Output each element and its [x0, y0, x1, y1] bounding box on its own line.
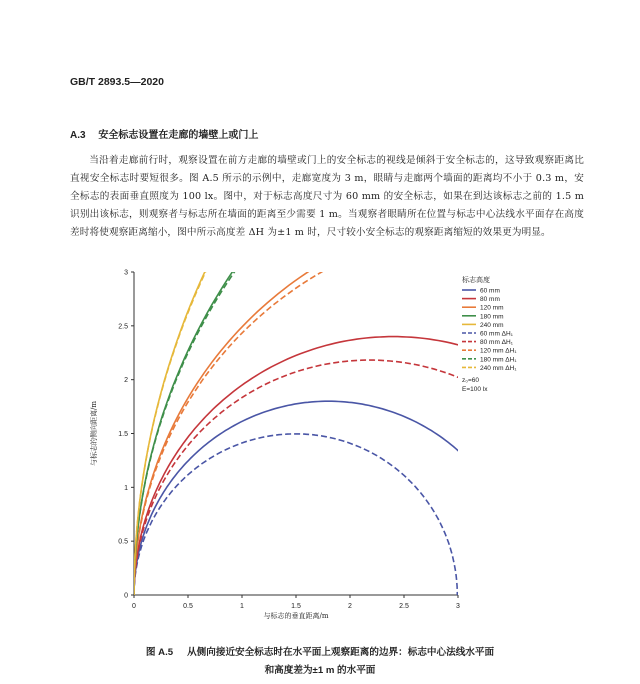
standard-code: GB/T 2893.5—2020	[70, 76, 164, 88]
figure-caption-line2: 和高度差为±1 m 的水平面	[264, 665, 376, 676]
x-tick-label: 1	[240, 603, 244, 610]
chart-legend	[462, 275, 517, 393]
series-line-9	[134, 0, 640, 595]
x-tick-label: 0	[132, 603, 136, 610]
legend-label-7: 120 mm ΔH₁	[480, 347, 517, 355]
chart-labels	[89, 270, 460, 621]
legend-note-1: E=100 lx	[462, 386, 488, 393]
figure-caption-line1: 从侧向接近安全标志时在水平面上观察距离的边界：标志中心法线水平面	[187, 647, 495, 658]
series-line-6	[134, 360, 605, 595]
series-line-7	[134, 223, 640, 595]
chart-curves	[134, 0, 640, 595]
legend-title: 标志高度	[462, 276, 490, 284]
x-tick-label: 1.5	[291, 603, 301, 610]
y-tick-label: 2.5	[118, 323, 128, 331]
series-line-1	[134, 337, 640, 595]
legend-label-0: 60 mm	[480, 287, 500, 295]
y-tick-label: 1.5	[118, 431, 128, 438]
legend-label-3: 180 mm	[480, 313, 504, 321]
legend-label-5: 60 mm ΔH₁	[480, 330, 513, 338]
y-tick-label: 0	[124, 592, 128, 600]
legend-label-6: 80 mm ΔH₁	[480, 339, 513, 347]
chart-axes	[131, 272, 458, 598]
legend-label-4: 240 mm	[480, 321, 504, 329]
section-number: A.3	[70, 130, 86, 141]
x-tick-label: 2.5	[399, 603, 409, 610]
series-line-8	[134, 24, 640, 595]
y-tick-label: 1	[124, 484, 128, 492]
x-tick-label: 3	[456, 603, 460, 610]
body-paragraph: 当沿着走廊前行时，观察设置在前方走廊的墙壁或门上的安全标志的视线是倾斜于安全标志的，这导致观察距离比直视安全标志时要短很多。图 A.5 所示的示例中，走廊宽度为 3 m，眼睛与走廊两个墙面的距离均不小于 0.3 m，安全标志的表面垂直照度为 100 lx。图中，对于标志高度尺寸为 60 mm 的安全标志，如果在到达该标志之前的 1.5 m 识别出该标志，则观察者与标志所在墙面的距离至少需要 1 m。当观察者眼睛所在位置与标志中心法线水平面存在高度差时将使观察距离缩小，图中所示高度差 ΔH 为±1 m 时，尺寸较小安全标志的观察距离缩短的效果更为明显。	[70, 155, 584, 239]
series-line-4	[134, 0, 640, 595]
legend-label-9: 240 mm ΔH₁	[480, 364, 517, 372]
series-line-3	[134, 14, 640, 595]
legend-label-2: 120 mm	[480, 304, 504, 312]
legend-label-8: 180 mm ΔH₁	[480, 356, 517, 364]
figure-caption	[0, 644, 640, 658]
figure-number: 图 A.5	[145, 647, 174, 658]
y-tick-label: 0.5	[118, 538, 128, 546]
legend-note-0: z₀=60	[462, 377, 479, 384]
y-tick-label: 2	[124, 377, 128, 385]
y-axis-title: 与标志的侧向距离/m	[90, 401, 98, 466]
x-tick-label: 0.5	[183, 603, 193, 610]
series-line-5	[134, 434, 457, 595]
series-line-0	[134, 401, 523, 595]
x-axis-title: 与标志的垂直距离/m	[263, 612, 329, 620]
y-tick-label: 3	[124, 269, 128, 277]
series-line-2	[134, 207, 640, 595]
legend-label-1: 80 mm	[480, 296, 500, 304]
x-tick-label: 2	[348, 603, 352, 610]
section-title: 安全标志设置在走廊的墙壁上或门上	[98, 130, 259, 141]
